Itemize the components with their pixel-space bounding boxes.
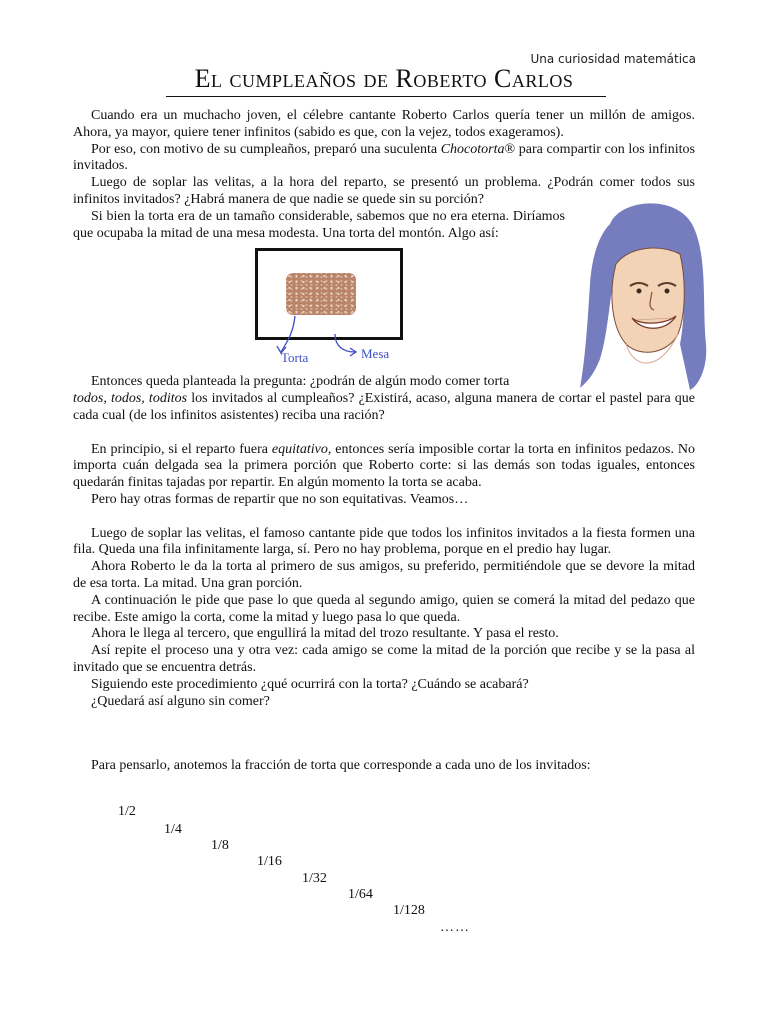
paragraph: Pero hay otras formas de repartir que no son equitativas. Veamos… bbox=[91, 491, 469, 507]
fraction-item: 1/2 bbox=[118, 804, 136, 819]
label-torta: Torta bbox=[281, 350, 309, 366]
fraction-item: 1/32 bbox=[302, 871, 327, 886]
title-underline bbox=[166, 96, 606, 97]
paragraph: Así repite el proceso una y otra vez: cada amigo se come la mitad de la porción que recibe y se la pasa al invitado que se encuentra detrás. bbox=[73, 643, 695, 675]
label-mesa: Mesa bbox=[361, 346, 390, 362]
paragraph: Siguiendo este procedimiento ¿qué ocurrirá con la torta? ¿Cuándo se acabará? bbox=[91, 676, 529, 692]
paragraph: En principio, si el reparto fuera equitativo, entonces sería imposible cortar la torta en infinitos pedazos. No importa cuán delgada sea la primera porción que Roberto corte: si las demás son todas iguales, entonces quedarán finitas tajadas por repartir. En algún momento la torta se acaba. bbox=[73, 441, 695, 491]
paragraph: Luego de soplar las velitas, a la hora del reparto, se presentó un problema. ¿Podrán comer todos sus infinitos invitados? ¿Habrá manera de que nadie se quede sin su porción? bbox=[73, 175, 695, 207]
paragraph: Para pensarlo, anotemos la fracción de torta que corresponde a cada uno de los invitados: bbox=[91, 758, 591, 774]
fraction-item: 1/64 bbox=[348, 887, 373, 902]
fraction-item: 1/4 bbox=[164, 822, 182, 837]
header-note: Una curiosidad matemática bbox=[530, 52, 696, 66]
paragraph bbox=[73, 142, 695, 176]
paragraph: Cuando era un muchacho joven, el célebre cantante Roberto Carlos quería tener un millón de amigos. Ahora, ya mayor, quiere tener infinitos (sabido es que, con la vejez, todos exageramos). bbox=[73, 108, 695, 140]
paragraph: todos, todos, toditos los invitados al cumpleaños? ¿Existirá, acaso, alguna manera de cortar el pastel para que cada cual (de los infinitos asistentes) reciba una ración? bbox=[73, 391, 695, 423]
paragraph: A continuación le pide que pase lo que queda al segundo amigo, quien se comerá la mitad del pedazo que recibe. Este amigo la corta, come la mitad y luego pasa lo que queda. bbox=[73, 592, 695, 625]
roberto-carlos-caricature bbox=[580, 194, 710, 390]
fraction-item: 1/16 bbox=[257, 854, 282, 869]
paragraph: Luego de soplar las velitas, el famoso cantante pide que todos los infinitos invitados a la fiesta formen una fila. Queda una fila infinitamente larga, sí. Pero no hay problema, porque en el predio hay lugar. bbox=[73, 525, 695, 558]
paragraph-text: Por eso, con motivo de su cumpleaños, preparó una suculenta Chocotorta® para compartir con los infinitos invitados. bbox=[73, 141, 695, 174]
paragraph: ¿Quedará así alguno sin comer? bbox=[91, 693, 270, 709]
paragraph: Entonces queda planteada la pregunta: ¿podrán de algún modo comer torta bbox=[91, 374, 510, 390]
fractions-ellipsis: …… bbox=[440, 920, 470, 935]
paragraph: Ahora le llega al tercero, que engullirá la mitad del trozo resultante. Y pasa el resto. bbox=[91, 626, 559, 642]
paragraph: Ahora Roberto le da la torta al primero de sus amigos, su preferido, permitiéndole que se devore la mitad de esa torta. La mitad. Una gran porción. bbox=[73, 559, 695, 591]
page-title: El cumpleaños de Roberto Carlos bbox=[194, 64, 574, 93]
paragraph: Si bien la torta era de un tamaño considerable, sabemos que no era eterna. Diríamos que ocupaba la mitad de una mesa modesta. Una torta del montón. Algo así: bbox=[73, 208, 565, 241]
fraction-item: 1/128 bbox=[393, 903, 425, 918]
fraction-item: 1/8 bbox=[211, 838, 229, 853]
